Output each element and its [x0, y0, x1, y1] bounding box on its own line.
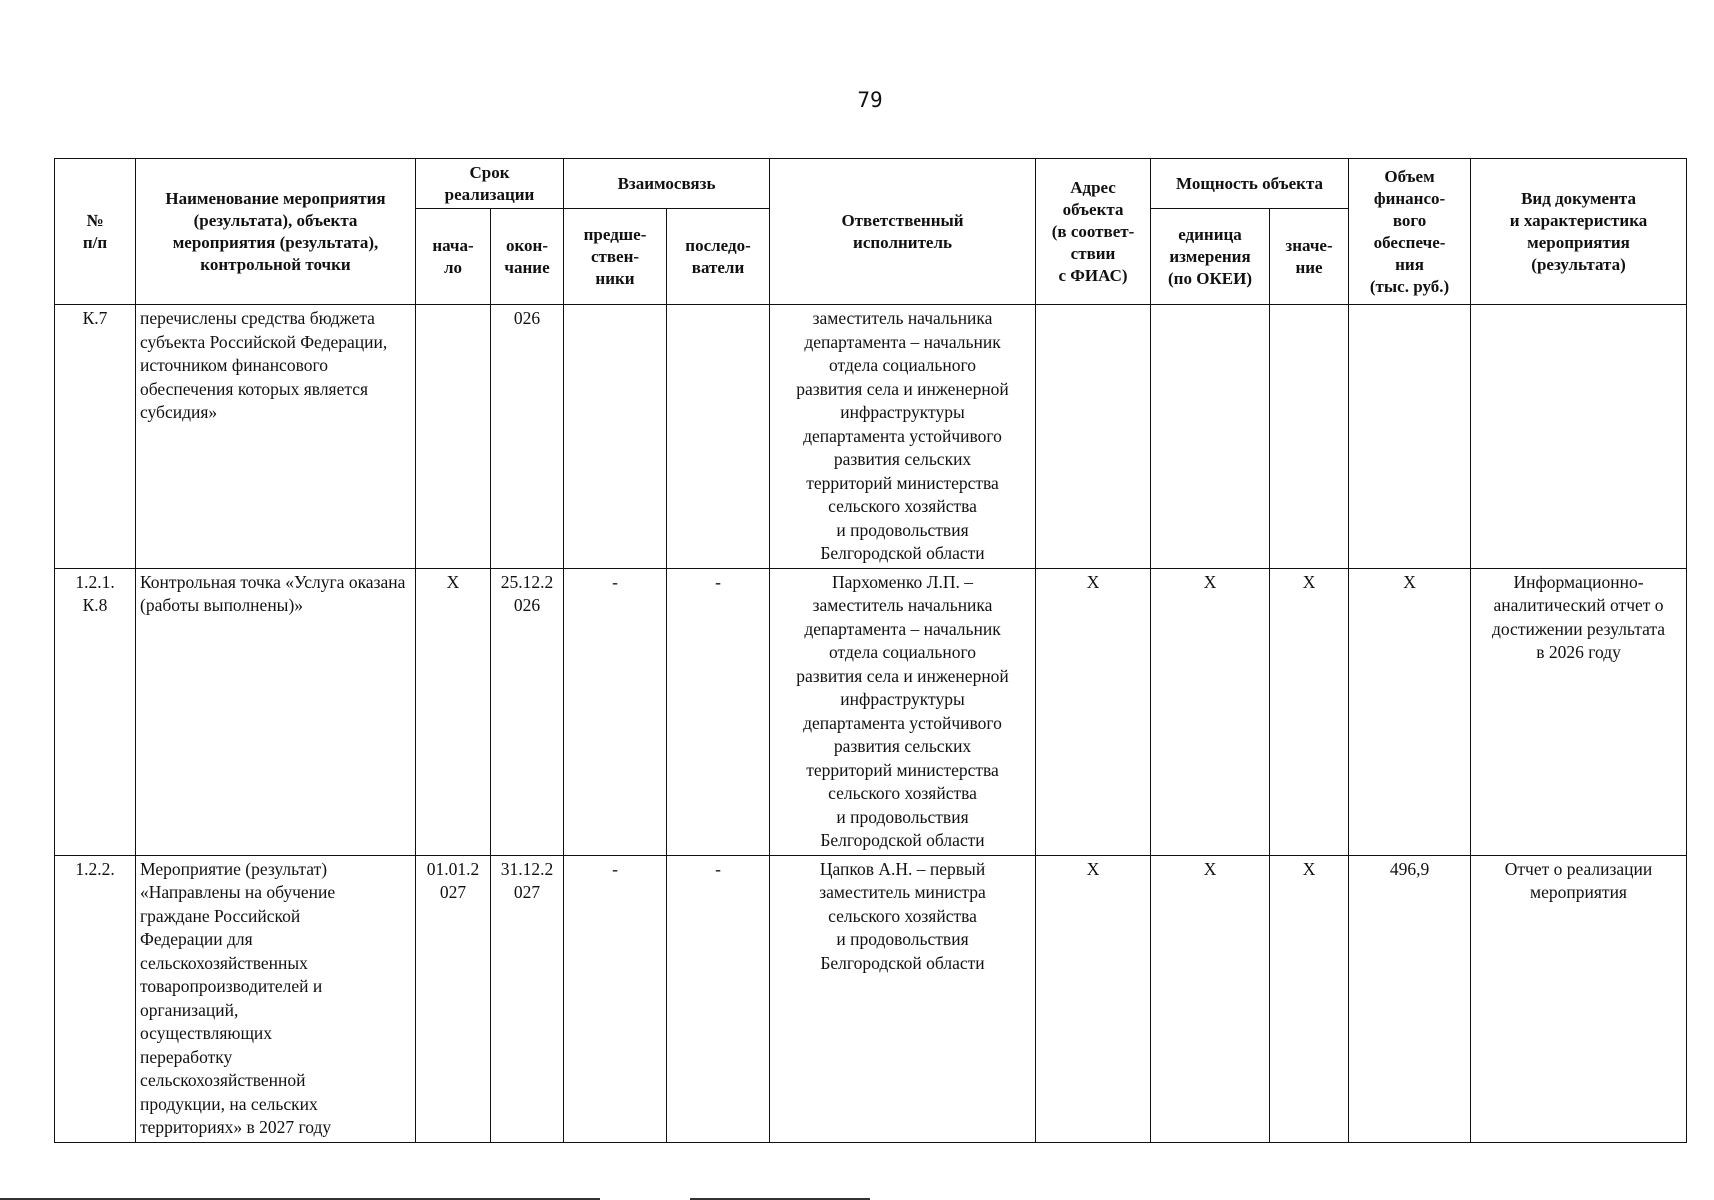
row-end: 25.12.2 026 [491, 568, 564, 855]
table-header [55, 159, 1687, 305]
row-start: Х [416, 568, 491, 855]
table-row [55, 855, 1687, 1142]
row-num: К.7 [55, 305, 136, 569]
row-next [667, 305, 770, 569]
header-capacity-unit: единица измерения (по ОКЕИ) [1151, 209, 1270, 305]
row-unit [1151, 305, 1270, 569]
row-end: 31.12.2 027 [491, 855, 564, 1142]
header-relation-next: последо- ватели [667, 209, 770, 305]
row-doc: Отчет о реализации мероприятия [1471, 855, 1687, 1142]
row-name: перечислены средства бюджета субъекта Российской Федерации, источником финансового обеспечения которых является субсидия» [136, 305, 416, 569]
row-next: - [667, 568, 770, 855]
header-name: Наименование мероприятия (результата), объекта мероприятия (результата), контрольной точки [136, 159, 416, 305]
header-term-end: окон- чание [491, 209, 564, 305]
row-value: Х [1270, 568, 1349, 855]
header-relation: Взаимосвязь [564, 159, 770, 209]
row-responsible: Цапков А.Н. – первый заместитель министра сельского хозяйства и продовольствия Белгородской области [770, 855, 1036, 1142]
row-prev: - [564, 855, 667, 1142]
header-num: № п/п [55, 159, 136, 305]
header-finance: Объем финансо- вого обеспече- ния (тыс. руб.) [1349, 159, 1471, 305]
row-value [1270, 305, 1349, 569]
header-capacity: Мощность объекта [1151, 159, 1349, 209]
row-name: Мероприятие (результат) «Направлены на обучение граждане Российской Федерации для сельскохозяйственных товаропроизводителей и организаций, осуществляющих переработку сельскохозяйственной продукции, на сельских территориях» в 2027 году [136, 855, 416, 1142]
row-prev: - [564, 568, 667, 855]
header-term: Срок реализации [416, 159, 564, 209]
row-name: Контрольная точка «Услуга оказана (работы выполнены)» [136, 568, 416, 855]
row-address [1036, 305, 1151, 569]
row-prev [564, 305, 667, 569]
row-finance: 496,9 [1349, 855, 1471, 1142]
header-responsible: Ответственный исполнитель [770, 159, 1036, 305]
row-start: 01.01.2 027 [416, 855, 491, 1142]
plan-table [54, 158, 1687, 1143]
row-finance [1349, 305, 1471, 569]
row-unit: Х [1151, 568, 1270, 855]
row-value: Х [1270, 855, 1349, 1142]
row-next: - [667, 855, 770, 1142]
row-finance: Х [1349, 568, 1471, 855]
row-responsible: Пархоменко Л.П. – заместитель начальника департамента – начальник отдела социального развития села и инженерной инфраструктуры департамента устойчивого развития сельских территорий министерства сельского хозяйства и продовольствия Белгородской области [770, 568, 1036, 855]
header-term-start: нача- ло [416, 209, 491, 305]
row-num: 1.2.1. К.8 [55, 568, 136, 855]
row-address: Х [1036, 568, 1151, 855]
row-doc [1471, 305, 1687, 569]
header-address: Адрес объекта (в соответ- ствии с ФИАС) [1036, 159, 1151, 305]
row-start [416, 305, 491, 569]
row-responsible: заместитель начальника департамента – начальник отдела социального развития села и инженерной инфраструктуры департамента устойчивого развития сельских территорий министерства сельского хозяйства и продовольствия Белгородской области [770, 305, 1036, 569]
row-address: Х [1036, 855, 1151, 1142]
row-num: 1.2.2. [55, 855, 136, 1142]
row-end: 026 [491, 305, 564, 569]
table-row [55, 568, 1687, 855]
page-number: 79 [857, 88, 883, 112]
header-relation-prev: предше- ствен- ники [564, 209, 667, 305]
header-capacity-value: значе- ние [1270, 209, 1349, 305]
row-unit: Х [1151, 855, 1270, 1142]
header-doc-type: Вид документа и характеристика мероприятия (результата) [1471, 159, 1687, 305]
row-doc: Информационно- аналитический отчет о достижении результата в 2026 году [1471, 568, 1687, 855]
table-row [55, 305, 1687, 569]
